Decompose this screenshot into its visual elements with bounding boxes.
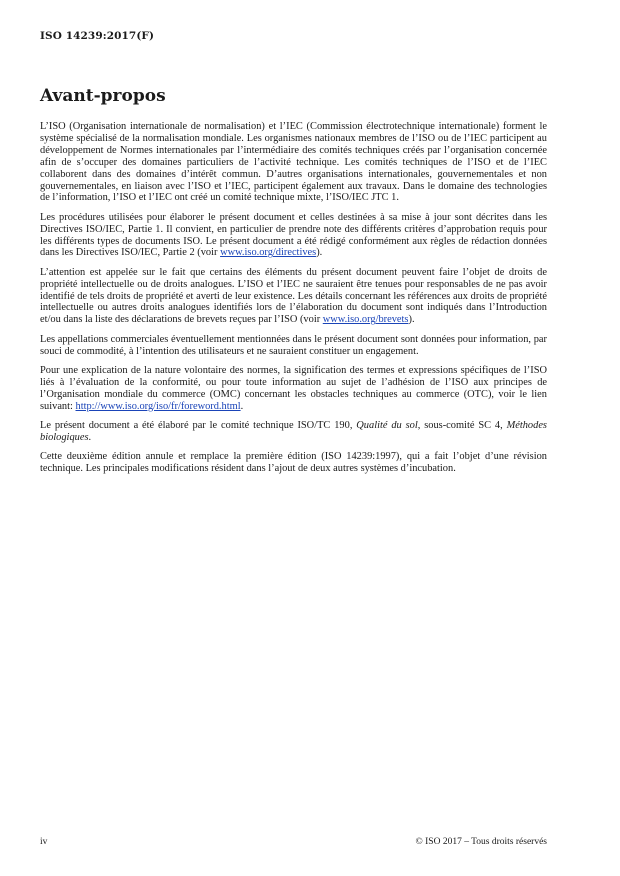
paragraph-trade-names: Les appellations commerciales éventuellement mentionnées dans le présent document sont données pour information, par souci de commodité, à l’intention des utilisateurs et ne sauraient constituer un engagement. bbox=[40, 333, 547, 357]
paragraph-procedures-end: ). bbox=[316, 247, 323, 259]
paragraph-wto-text: Pour une explication de la nature volontaire des normes, la signification des termes et expressions spécifiques de l’ISO liés à l’évaluation de la conformité, ou pour toute information au sujet de l’adhésion de l’ISO aux principes de l’Organisation mondiale du commerce (OMC) concernant les obstacles techniques au commerce (OTC), voir le lien suivant: bbox=[40, 364, 547, 412]
document-id-header: ISO 14239:2017(F) bbox=[40, 30, 155, 42]
paragraph-organisation: L’ISO (Organisation internationale de normalisation) et l’IEC (Commission électrotechnique internationale) forment le système spécialisé de la normalisation mondiale. Les organismes nationaux membres de l’ISO ou de l’IEC participent au développement de Normes internationales par l’intermédiaire des comités techniques créés par l’organisation concernée afin de s’occuper des domaines particuliers de l’activité technique. Les comités techniques de l’ISO et de l’IEC collaborent dans des domaines d’intérêt commun. D’autres organisations internationales, gouvernementales et non gouvernementales, en liaison avec l’ISO et l’IEC, participent également aux travaux. Dans le domaine des technologies de l’information, l’ISO et l’IEC ont créé un comité technique mixte, l’ISO/IEC JTC 1. bbox=[40, 121, 547, 204]
page-number: iv bbox=[40, 837, 48, 847]
document-body bbox=[40, 121, 547, 482]
patents-link[interactable]: www.iso.org/brevets bbox=[322, 314, 409, 326]
copyright-notice: © ISO 2017 – Tous droits réservés bbox=[415, 837, 547, 847]
paragraph-patents bbox=[40, 267, 547, 327]
paragraph-committee bbox=[40, 420, 547, 444]
paragraph-committee-mid: , sous-comité SC 4, bbox=[417, 419, 507, 431]
directives-link[interactable]: www.iso.org/directives bbox=[220, 247, 317, 259]
paragraph-edition: Cette deuxième édition annule et remplace la première édition (ISO 14239:1997), qui a fait l’objet d’une révision technique. Les principales modifications résident dans l’ajout de deux autres systèmes d’incubation. bbox=[40, 451, 547, 474]
foreword-link[interactable]: http://www.iso.org/iso/fr/foreword.html bbox=[75, 400, 241, 412]
paragraph-wto-end: . bbox=[240, 400, 244, 412]
paragraph-wto bbox=[40, 365, 547, 413]
paragraph-patents-end: ). bbox=[408, 314, 415, 326]
paragraph-committee-text: Le présent document a été élaboré par le comité technique ISO/TC 190, bbox=[40, 419, 357, 431]
paragraph-patents-text: L’attention est appelée sur le fait que certains des éléments du présent document peuvent faire l’objet de droits de propriété intellectuelle ou de droits analogues. L’ISO et l’IEC ne sauraient être tenues pour responsables de ne pas avoir identifié de tels droits de propriété et averti de leur existence. Les détails concernant les références aux droits de propriété intellectuelle ou autres droits analogues identifiés lors de l’élaboration du document sont indiqués dans l’Introduction et/ou dans la liste des déclarations de brevets reçues par l’ISO (voir bbox=[40, 266, 547, 326]
section-title: Avant-propos bbox=[40, 86, 166, 106]
paragraph-procedures-text: Les procédures utilisées pour élaborer le présent document et celles destinées à sa mise à jour sont décrites dans les Directives ISO/IEC, Partie 1. Il convient, en particulier de prendre note des différents critères d’approbation requis pour les différents types de documents ISO. Le présent document a été rédigé conformément aux règles de rédaction données dans les Directives ISO/IEC, Partie 2 (voir bbox=[40, 211, 547, 259]
paragraph-committee-end: . bbox=[88, 431, 92, 443]
subcommittee-title-italic: Méthodes biologiques bbox=[40, 419, 547, 443]
paragraph-procedures bbox=[40, 212, 547, 260]
committee-title-italic: Qualité du sol bbox=[356, 419, 418, 431]
